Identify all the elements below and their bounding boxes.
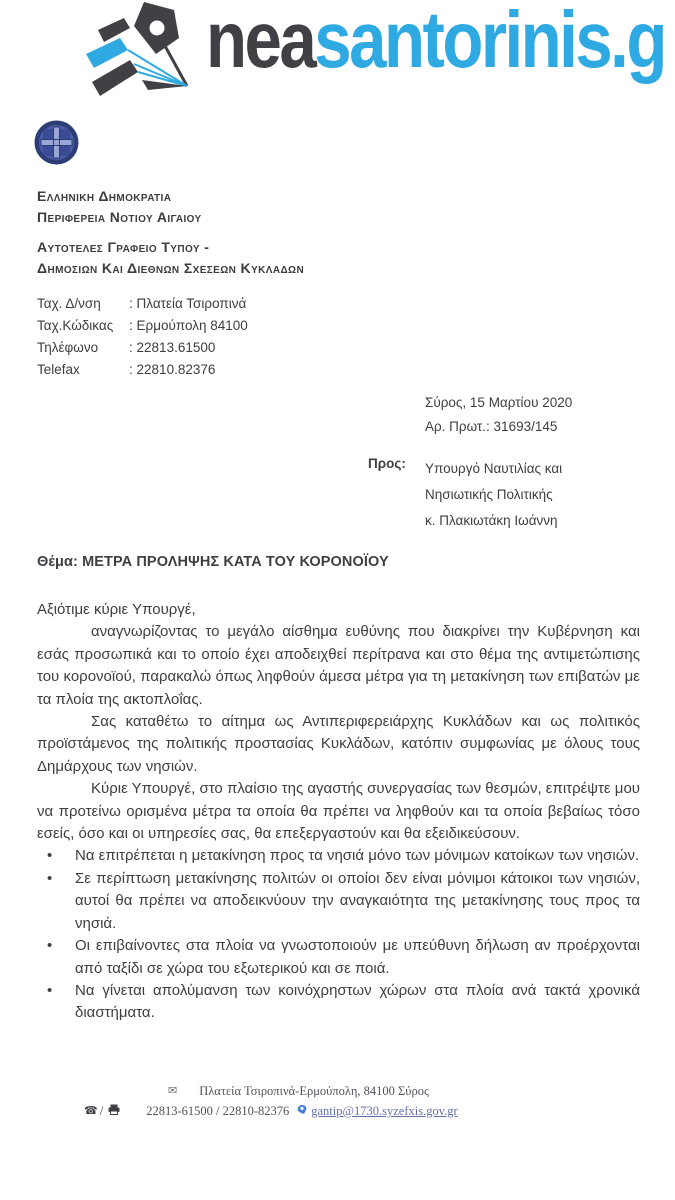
envelope-icon: ✉ — [168, 1084, 178, 1097]
site-banner — [0, 0, 675, 100]
office-line-relations: Δημοσιων Και Διεθνων Σχεσεων Κυκλαδων — [37, 260, 305, 276]
meta-block — [425, 391, 572, 439]
contact-label: Telefax — [37, 362, 80, 377]
wordmark-santorinis: santorinis.g — [314, 0, 665, 84]
recipient-line: Νησιωτικής Πολιτικής — [425, 487, 553, 502]
footer-contact-row — [84, 1101, 604, 1121]
salutation: Αξιότιμε κύριε Υπουργέ, — [37, 601, 196, 618]
colon: : — [129, 362, 133, 377]
body-paragraph: Σας καταθέτω το αίτημα ως Αντιπεριφερειάρχης Κυκλάδων και ως πολιτικός προϊστάμενος της πολιτικής προστασίας Κυκλάδων, κατόπιν συμφωνίας με όλους τους Δημάρχους των νησιών. — [37, 713, 640, 775]
bullet-marker: • — [47, 981, 53, 999]
bullet-text: Να επιτρέπεται η μετακίνηση προς τα νησιά μόνο των μόνιμων κατοίκων των νησιών. — [75, 847, 640, 865]
fax-printer-icon — [108, 1101, 120, 1121]
subject-line: Θέμα: ΜΕΤΡΑ ΠΡΟΛΗΨΗΣ ΚΑΤΑ ΤΟΥ ΚΟΡΟΝΟΪΟΥ — [37, 554, 389, 570]
wordmark-nea: nea — [206, 0, 315, 84]
bullet-item — [37, 868, 640, 935]
recipient-label: Προς: — [368, 456, 406, 471]
contact-row-address — [37, 293, 248, 315]
contact-value: Πλατεία Τσιροπινά — [136, 296, 247, 311]
letter-body — [37, 599, 640, 1025]
body-paragraph: αναγνωρίζοντας το μεγάλο αίσθημα ευθύνης που διακρίνει την Κυβέρνηση και εσάς προσωπικά και το οποίο έχει αποδειχθεί περίτρανα και στο θέμα της αντιμετώπισης του κορονοϊού, παρακαλώ όπως ληφθούν άμεσα μέτρα για τη μετακίνηση των επιβατών με τα πλοία της ακτοπλοΐας. — [37, 623, 640, 708]
contact-label: Τηλέφωνο — [37, 340, 99, 355]
contact-row-fax — [37, 359, 248, 381]
bullet-text: Να γίνεται απολύμανση των κοινόχρηστων χώρων στα πλοία ανά τακτά χρονικά διαστήματα. — [75, 981, 640, 1022]
place-date: Σύρος, 15 Μαρτίου 2020 — [425, 395, 573, 410]
protocol-number: Αρ. Πρωτ.: 31693/145 — [425, 419, 558, 434]
contact-label: Ταχ.Κώδικας — [37, 318, 114, 333]
org-line-region: Περιφερεια Νοτιου Αιγαιου — [37, 209, 202, 225]
org-line-republic: Ελληνικη Δημοκρατια — [37, 188, 172, 204]
recipient-block — [425, 456, 562, 534]
colon: : — [129, 296, 133, 311]
contact-value: 22810.82376 — [136, 362, 216, 377]
contact-value: 22813.61500 — [136, 340, 216, 355]
recipient-line: Υπουργό Ναυτιλίας και — [425, 461, 563, 476]
email-link-icon — [297, 1101, 307, 1121]
colon: : — [129, 340, 133, 355]
bullet-marker: • — [47, 847, 53, 865]
bullet-text: Σε περίπτωση μετακίνησης πολιτών οι οποίοι δεν είναι μόνιμοι κάτοικοι των νησιών, αυτοί θα πρέπει να αποδεικνύουν την αναγκαιότητα της μετακίνησης τους προς τα νησιά. — [75, 869, 640, 932]
organisation-block — [37, 186, 202, 228]
hellenic-republic-emblem-icon — [33, 119, 80, 171]
telephone-icon: ☎ — [84, 1104, 98, 1117]
office-line-press: Αυτοτελες Γραφειο Τυπου - — [37, 239, 210, 255]
icon-separator: / — [99, 1104, 104, 1118]
contact-value: Ερμούπολη 84100 — [136, 318, 248, 333]
contact-row-phone — [37, 337, 248, 359]
letter-footer — [84, 1081, 604, 1121]
bullet-item — [37, 845, 640, 867]
measures-list — [37, 845, 640, 1024]
office-block — [37, 237, 304, 279]
footer-address-row — [168, 1081, 604, 1101]
book-pen-logo-icon — [84, 2, 204, 100]
footer-address: Πλατεία Τσιροπινά-Ερμούπολη, 84100 Σύρος — [199, 1084, 429, 1098]
site-wordmark — [206, 0, 665, 90]
footer-phones: 22813-61500 / 22810-82376 — [146, 1104, 290, 1118]
body-paragraph: Κύριε Υπουργέ, στο πλαίσιο της αγαστής συνεργασίας των θεσμών, επιτρέψτε μου να προτείνω ορισμένα μέτρα τα οποία θα πρέπει να ληφθούν και τα οποία βεβαίως τόσο εσείς, όσο και οι υπηρεσίες σας, θα επεξεργαστούν και θα εξειδικεύσουν. — [37, 780, 640, 843]
bullet-text: Οι επιβαίνοντες στα πλοία να γνωστοποιούν με υπεύθυνη δήλωση αν προέρχονται από ταξίδι σε χώρα του εξωτερικού και σε ποιά. — [75, 937, 640, 977]
contact-row-postcode — [37, 315, 248, 337]
recipient-line: κ. Πλακιωτάκη Ιωάννη — [425, 513, 558, 528]
bullet-marker: • — [47, 937, 53, 955]
colon: : — [129, 318, 133, 333]
bullet-item — [37, 935, 640, 980]
bullet-marker: • — [47, 869, 53, 887]
contact-block — [37, 293, 248, 381]
contact-label: Ταχ. Δ/νση — [37, 296, 101, 311]
bullet-item — [37, 980, 640, 1025]
email-link[interactable]: gantip@1730.syzefxis.gov.gr — [311, 1104, 458, 1118]
